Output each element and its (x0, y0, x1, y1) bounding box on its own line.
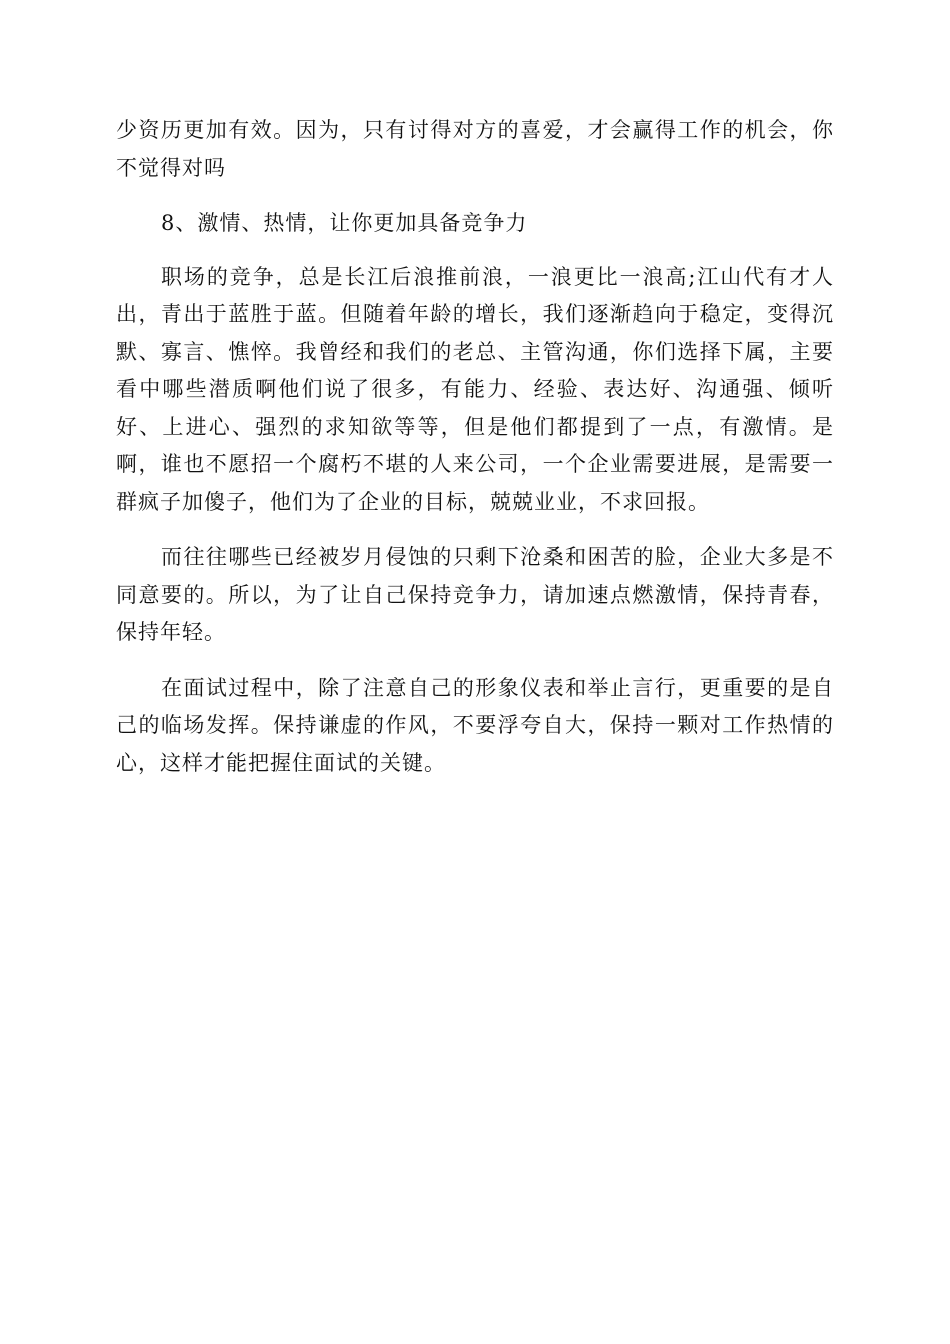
paragraph-interview: 在面试过程中，除了注意自己的形象仪表和举止言行，更重要的是自己的临场发挥。保持谦虚的作风，不要浮夸自大，保持一颗对工作热情的心，这样才能把握住面试的关键。 (116, 675, 834, 775)
section-heading: 8、激情、热情，让你更加具备竞争力 (161, 211, 528, 235)
paragraph-passion: 而往往哪些已经被岁月侵蚀的只剩下沧桑和困苦的脸，企业大多是不同意要的。所以，为了让自己保持竞争力，请加速点燃激情，保持青春，保持年轻。 (116, 545, 834, 644)
paragraph-competition: 职场的竞争，总是长江后浪推前浪，一浪更比一浪高;江山代有才人出，青出于蓝胜于蓝。但随着年龄的增长，我们逐渐趋向于稳定，变得沉默、寡言、憔悴。我曾经和我们的老总、主管沟通，你们选择下属，主要看中哪些潜质啊他们说了很多，有能力、经验、表达好、沟通强、倾听好、上进心、强烈的求知欲等等，但是他们都提到了一点，有激情。是啊，谁也不愿招一个腐朽不堪的人来公司，一个企业需要进展，是需要一群疯子加傻子，他们为了企业的目标，兢兢业业，不求回报。 (116, 264, 834, 514)
paragraph-continuation: 少资历更加有效。因为，只有讨得对方的喜爱，才会赢得工作的机会，你不觉得对吗 (116, 118, 834, 180)
